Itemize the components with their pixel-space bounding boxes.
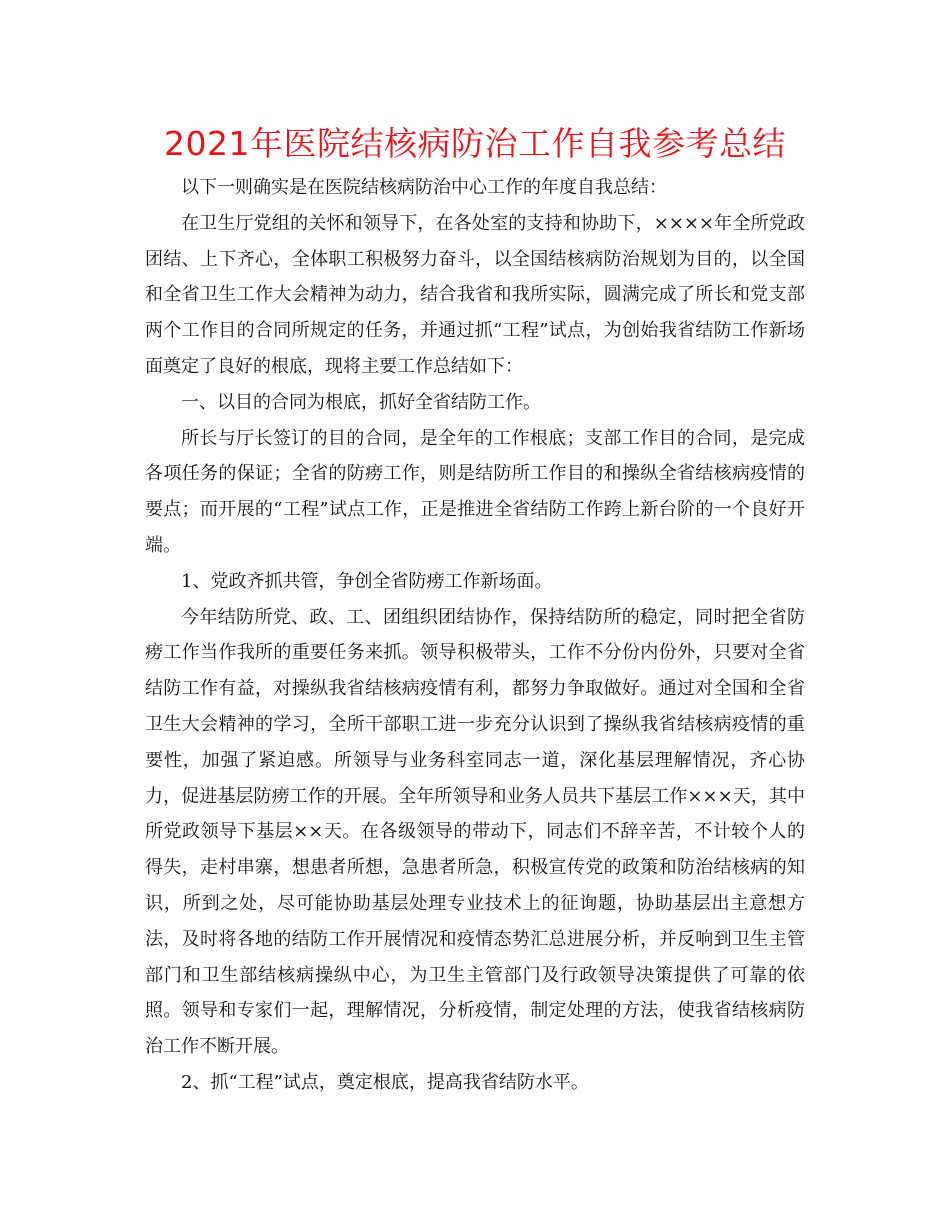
paragraph-intro: 以下一则确实是在医院结核病防治中心工作的年度自我总结： <box>181 177 667 198</box>
paragraph-party-government: 今年结防所党、政、工、团组织团结协作，保持结防所的稳定，同时把全省防痨工作当作我所的重要任务来抓。领导积极带头，工作不分份内份外，只要对全省结防工作有益，对操纵我省结核病疫情有利，都努力争取做好。通过对全国和全省卫生大会精神的学习，全所干部职工进一步充分认识到了操纵我省结核病疫情的重要性，加强了紧迫感。所领导与业务科室同志一道，深化基层理解情况，齐心协力，促进基层防痨工作的开展。全年所领导和业务人员共下基层工作×××天，其中所党政领导下基层××天。在各级领导的带动下，同志们不辞辛苦，不计较个人的得失，走村串寨，想患者所想，急患者所急，积极宣传党的政策和防治结核病的知识，所到之处，尽可能协助基层处理专业技术上的征询题，协助基层出主意想方法，及时将各地的结防工作开展情况和疫情态势汇总进展分析，并反响到卫生主管部门和卫生部结核病操纵中心，为卫生主管部门及行政领导决策提供了可靠的依照。领导和专家们一起，理解情况，分析疫情，制定处理的方法，使我省结核病防治工作不断开展。 <box>145 606 805 1058</box>
subsection-heading-2: 2、抓“工程”试点，奠定根底，提高我省结防水平。 <box>181 1071 589 1093</box>
section-heading-1: 一、以目的合同为根底，抓好全省结防工作。 <box>181 391 541 413</box>
document-title: 2021年医院结核病防治工作自我参考总结 <box>164 124 786 163</box>
paragraph-target-contract: 所长与厅长签订的目的合同，是全年的工作根底；支部工作目的合同，是完成各项任务的保证；全省的防痨工作，则是结防所工作目的和操纵全省结核病疫情的要点；而开展的“工程”试点工作，正是推进全省结防工作跨上新台阶的一个良好开端。 <box>145 427 805 556</box>
document-body <box>145 170 805 1101</box>
subsection-heading-1: 1、党政齐抓共管，争创全省防痨工作新场面。 <box>181 570 553 592</box>
paragraph-overview: 在卫生厅党组的关怀和领导下，在各处室的支持和协助下，××××年全所党政团结、上下齐心，全体职工积极努力奋斗，以全国结核病防治规划为目的，以全国和全省卫生工作大会精神为动力，结合我省和我所实际，圆满完成了所长和党支部两个工作目的合同所规定的任务，并通过抓“工程”试点，为创始我省结防工作新场面奠定了良好的根底，现将主要工作总结如下： <box>145 212 805 377</box>
